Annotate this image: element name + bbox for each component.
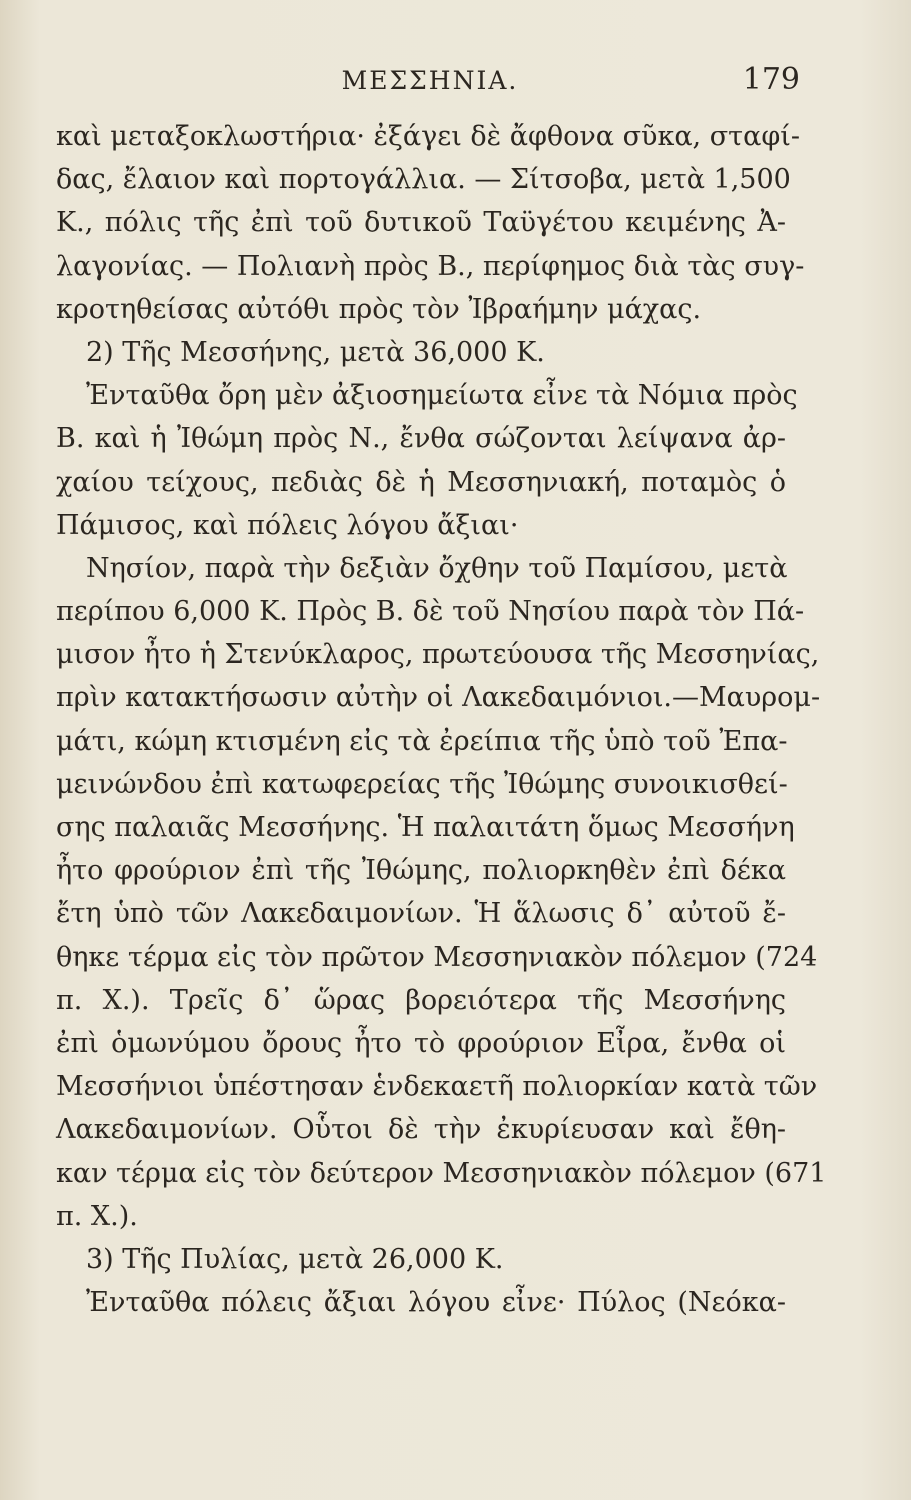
text-line: χαίου τείχους, πεδιὰς δὲ ἡ Μεσσηνιακή, ποταμὸς ὁ [56,466,786,498]
text-line: λαγονίας. — Πολιανὴ πρὸς Β., περίφημος διὰ τὰς συγ- [56,250,805,282]
text-line: μισον ἦτο ἡ Στενύκλαρος, πρωτεύουσα τῆς Μεσσηνίας, [56,639,820,671]
text-line: σης παλαιᾶς Μεσσήνης. Ἡ παλαιτάτη ὅμως Μεσσήνη [56,812,795,843]
text-line: ἐπὶ ὁμωνύμου ὄρους ἦτο τὸ φρούριον Εἶρα, ἔνθα οἱ [56,1027,786,1059]
section-heading: 3) Τῆς Πυλίας, μετὰ 26,000 Κ. [86,1243,504,1275]
text-line: καὶ μεταξοκλωστήρια· ἐξάγει δὲ ἄφθονα σῦκα, σταφί- [56,121,800,152]
text-line: πρὶν κατακτήσωσιν αὐτὴν οἱ Λακεδαιμόνιοι.—Μαυρομ- [56,682,821,714]
text-line: Νησίον, παρὰ τὴν δεξιὰν ὄχθην τοῦ Παμίσου, μετὰ [86,552,788,584]
text-line: ἦτο φρούριον ἐπὶ τῆς Ἰθώμης, πολιορκηθὲν ἐπὶ δέκα [56,855,786,887]
page-header [60,62,800,102]
body-text [56,115,827,1324]
text-line: π. Χ.). [56,1200,138,1232]
running-head: ΜΕΣΣΗΝΙΑ. [341,66,519,95]
page-number: 179 [742,62,800,97]
text-line: κροτηθείσας αὐτόθι πρὸς τὸν Ἰβραήμην μάχας. [56,293,702,325]
text-line: Ἐνταῦθα ὄρη μὲν ἀξιοσημείωτα εἶνε τὰ Νόμια πρὸς [86,380,798,412]
text-line: Ἐνταῦθα πόλεις ἄξιαι λόγου εἶνε· Πύλος (Νεόκα- [86,1287,786,1319]
text-line: περίπου 6,000 Κ. Πρὸς Β. δὲ τοῦ Νησίου παρὰ τὸν Πά- [56,596,805,628]
text-line: Πάμισος, καὶ πόλεις λόγου ἄξιαι· [56,509,519,541]
text-line: π. Χ.). Τρεῖς δ᾽ ὥρας βορειότερα τῆς Μεσσήνης [56,984,786,1016]
section-heading: 2) Τῆς Μεσσήνης, μετὰ 36,000 Κ. [86,336,545,368]
text-line: δας, ἔλαιον καὶ πορτογάλλια. — Σίτσοβα, μετὰ 1,500 [56,164,791,196]
text-line: Λακεδαιμονίων. Οὗτοι δὲ τὴν ἐκυρίευσαν καὶ ἔθη- [56,1114,786,1146]
text-line: Κ., πόλις τῆς ἐπὶ τοῦ δυτικοῦ Ταϋγέτου κειμένης Ἀ- [56,207,786,239]
text-line: μεινώνδου ἐπὶ κατωφερείας τῆς Ἰθώμης συνοικισθεί- [56,768,788,800]
text-line: καν τέρμα εἰς τὸν δεύτερον Μεσσηνιακὸν πόλεμον (671 [56,1157,827,1189]
text-line: ἔτη ὑπὸ τῶν Λακεδαιμονίων. Ἡ ἅλωσις δ᾽ αὐτοῦ ἔ- [56,898,786,930]
text-line: μάτι, κώμη κτισμένη εἰς τὰ ἐρείπια τῆς ὑπὸ τοῦ Ἐπα- [56,725,788,757]
text-line: Β. καὶ ἡ Ἰθώμη πρὸς Ν., ἔνθα σώζονται λείψανα ἀρ- [56,423,786,455]
text-line: Μεσσήνιοι ὑπέστησαν ἑνδεκαετῆ πολιορκίαν κατὰ τῶν [56,1071,818,1103]
text-line: θηκε τέρμα εἰς τὸν πρῶτον Μεσσηνιακὸν πόλεμον (724 [56,941,818,973]
